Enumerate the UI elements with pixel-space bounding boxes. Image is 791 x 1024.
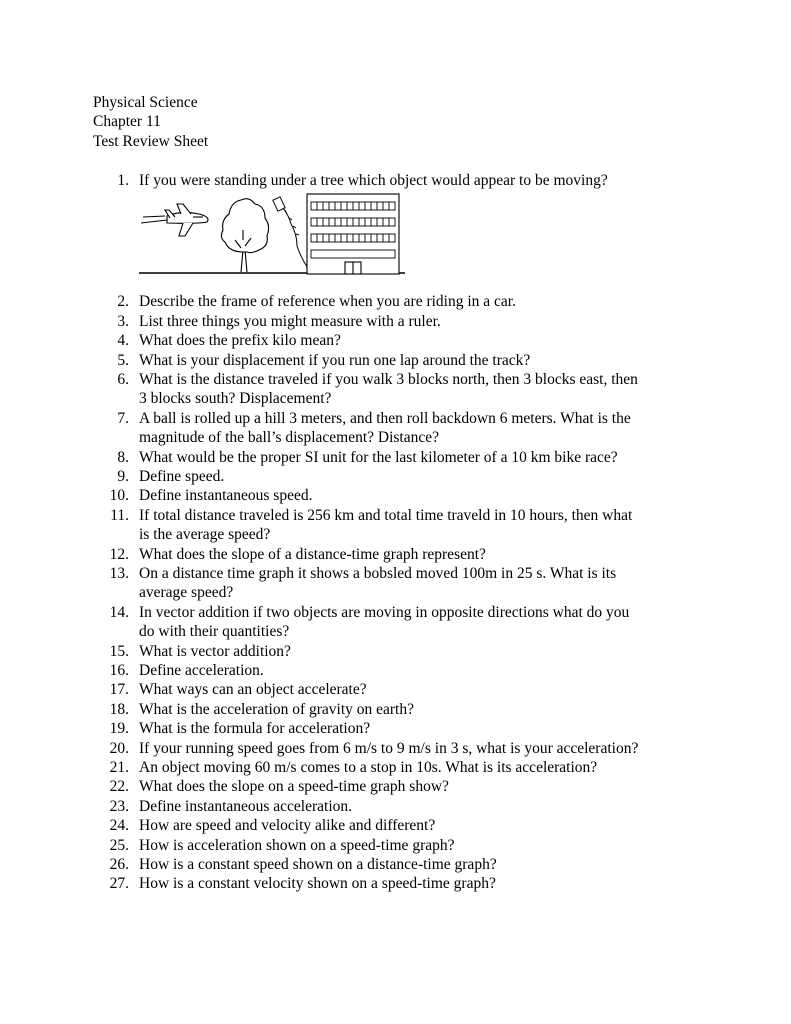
question-text: How is acceleration shown on a speed-time graph? [139,836,455,854]
question-number: 14. [109,603,129,621]
question-number: 18. [109,700,129,718]
question-number: 2. [117,293,129,311]
building-drawing [307,194,399,274]
question-text: What is your displacement if you run one lap around the track? [139,351,531,369]
chapter-title: Chapter 11 [93,113,161,131]
sheet-title: Test Review Sheet [93,132,209,150]
question-text: Define speed. [139,468,225,485]
frame-of-reference-figure [137,190,407,286]
course-title: Physical Science [93,94,198,111]
question-text: An object moving 60 m/s comes to a stop in 10s. What is its acceleration? [139,759,598,776]
question-number: 5. [117,351,129,369]
question-text: If your running speed goes from 6 m/s to 9 m/s in 3 s, what is your acceleration? [139,739,639,757]
question-number: 12. [109,545,129,563]
question-number: 17. [109,681,129,699]
question-text: A ball is rolled up a hill 3 meters, and then roll backdown 6 meters. What is the magnitude of the ball’s displacement? Distance? [139,409,631,447]
question-text: If total distance traveled is 256 km and total time traveld in 10 hours, then what is the average speed? [139,506,633,544]
question-text: What would be the proper SI unit for the last kilometer of a 10 km bike race? [139,448,618,466]
question-text: What is the acceleration of gravity on earth? [139,700,414,718]
question-number: 1. [117,172,129,189]
question-number: 15. [109,642,129,660]
kite-drawing [273,197,309,270]
question-text: If you were standing under a tree which object would appear to be moving? [139,172,608,189]
question-number: 11. [110,506,129,524]
question-number: 23. [109,797,129,815]
question-number: 8. [117,448,129,466]
question-number: 9. [117,468,129,485]
question-text: How are speed and velocity alike and different? [139,817,436,835]
question-text: Define instantaneous acceleration. [139,797,353,815]
question-text: What does the prefix kilo mean? [139,332,341,350]
question-text: What is the distance traveled if you walk 3 blocks north, then 3 blocks east, then 3 blocks south? Displacement? [139,371,638,408]
question-number: 25. [109,836,129,854]
question-text: Define acceleration. [139,662,264,679]
question-text: What is vector addition? [139,642,291,660]
airplane-drawing [141,204,208,236]
question-text: Describe the frame of reference when you are riding in a car. [139,293,516,311]
question-number: 22. [109,778,129,796]
question-number: 19. [109,720,129,738]
document-header [93,93,208,151]
question-text: What ways can an object accelerate? [139,681,367,699]
question-number: 27. [109,875,129,893]
question-number: 3. [117,312,129,330]
question-text: What does the slope of a distance-time graph represent? [139,545,486,563]
question-text: What does the slope on a speed-time graph show? [139,778,449,796]
question-text: How is a constant speed shown on a distance-time graph? [139,856,497,873]
question-number: 26. [109,856,129,873]
tree-drawing [221,199,268,272]
question-number: 13. [109,565,129,582]
question-text: List three things you might measure with a ruler. [139,312,441,330]
question-number: 4. [117,332,129,350]
question-text: On a distance time graph it shows a bobsled moved 100m in 25 s. What is its average speed? [139,565,617,602]
question-number: 6. [117,371,129,388]
question-number: 16. [109,662,129,679]
question-text: How is a constant velocity shown on a speed-time graph? [139,875,496,893]
question-text: Define instantaneous speed. [139,487,313,505]
question-number: 24. [109,817,129,835]
question-text: What is the formula for acceleration? [139,720,371,738]
question-number: 10. [109,487,129,505]
question-number: 7. [117,409,129,427]
question-number: 21. [109,759,129,776]
question-text: In vector addition if two objects are moving in opposite directions what do you do with their quantities? [139,603,630,641]
question-number: 20. [109,739,129,757]
